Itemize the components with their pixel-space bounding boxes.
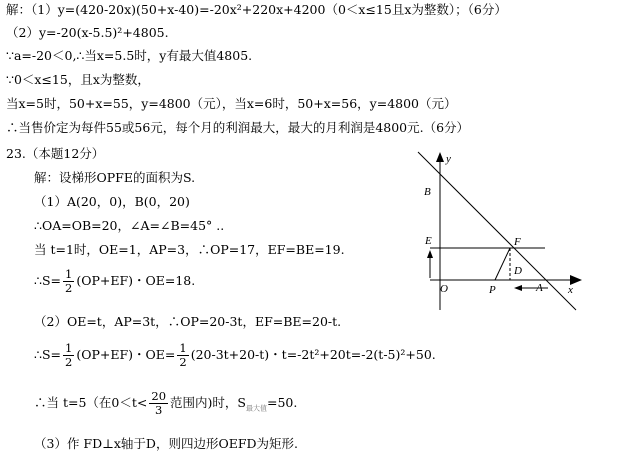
label-o: O: [440, 283, 448, 295]
solution-line-1: 解：（1）y=(420-20x)(50+x-40)=-20x²+220x+4200（0＜x≤15且x为整数）；（6分）: [6, 2, 507, 17]
label-d: D: [514, 265, 522, 277]
solution-line-2: （2）y=-20(x-5.5)²+4805.: [6, 25, 169, 40]
part-2-area: ∴S= $\frac{1}{2}$ (OP+EF)・OE= $\frac{1}{2}$ (20-3t+20-t)・t=-2t²+20t=-2(t-5)²+50.: [34, 341, 436, 369]
label-p: P: [489, 284, 496, 296]
label-e: E: [425, 235, 432, 247]
part-2-max: ∴当 t=5（在0＜t< $\frac{20}{3}$ 范围内)时，$S_{最大值}=50$.: [34, 389, 298, 417]
part-1-points: （1）A(20，0)，B(0，20): [34, 194, 190, 209]
part-3-rectangle: （3）作 FD⊥x轴于D，则四边形OEFD为矩形.: [34, 436, 298, 451]
fraction-twenty-thirds: $\frac{20}{3}$: [151, 389, 167, 417]
geometry-figure: [410, 150, 585, 315]
part-1-t1: 当 t=1时，OE=1，AP=3，∴OP=17，EF=BE=19.: [34, 242, 345, 257]
part-2-lengths: （2）OE=t，AP=3t，∴OP=20-3t，EF=BE=20-t.: [34, 314, 342, 329]
problem-23-intro: 解：设梯形OPFE的面积为S.: [34, 170, 196, 185]
solution-line-4: ∵0＜x≤15，且x为整数，: [6, 72, 150, 87]
part-1-area: ∴S= $\frac{1}{2}$ (OP+EF)・OE=18.: [34, 267, 196, 295]
arrow-up-icon: [427, 250, 433, 258]
label-f: F: [514, 236, 521, 248]
solution-line-3: ∵a=-20＜0,∴当x=5.5时，y有最大值4805.: [6, 48, 253, 63]
segment-pf: [495, 248, 510, 280]
arrow-left-icon: [514, 285, 522, 291]
label-x: x: [568, 284, 573, 296]
problem-23-header: 23.（本题12分）: [6, 146, 105, 161]
solution-line-6: ∴当售价定为每件55或56元，每个月的利润最大，最大的月利润是4800元.（6分）: [6, 120, 470, 135]
fraction-half: $\frac{1}{2}$: [65, 341, 73, 369]
part-1-angles: ∴OA=OB=20，∠A=∠B=45° ..: [34, 218, 225, 233]
fraction-half: $\frac{1}{2}$: [179, 341, 187, 369]
solution-line-5: 当x=5时，50+x=55，y=4800（元），当x=6时，50+x=56，y=4800（元）: [6, 96, 457, 111]
fraction-half: $\frac{1}{2}$: [65, 267, 73, 295]
label-b: B: [424, 186, 431, 198]
label-a: A: [536, 282, 543, 294]
y-axis-arrow-icon: [436, 152, 444, 162]
label-y: y: [446, 153, 451, 165]
